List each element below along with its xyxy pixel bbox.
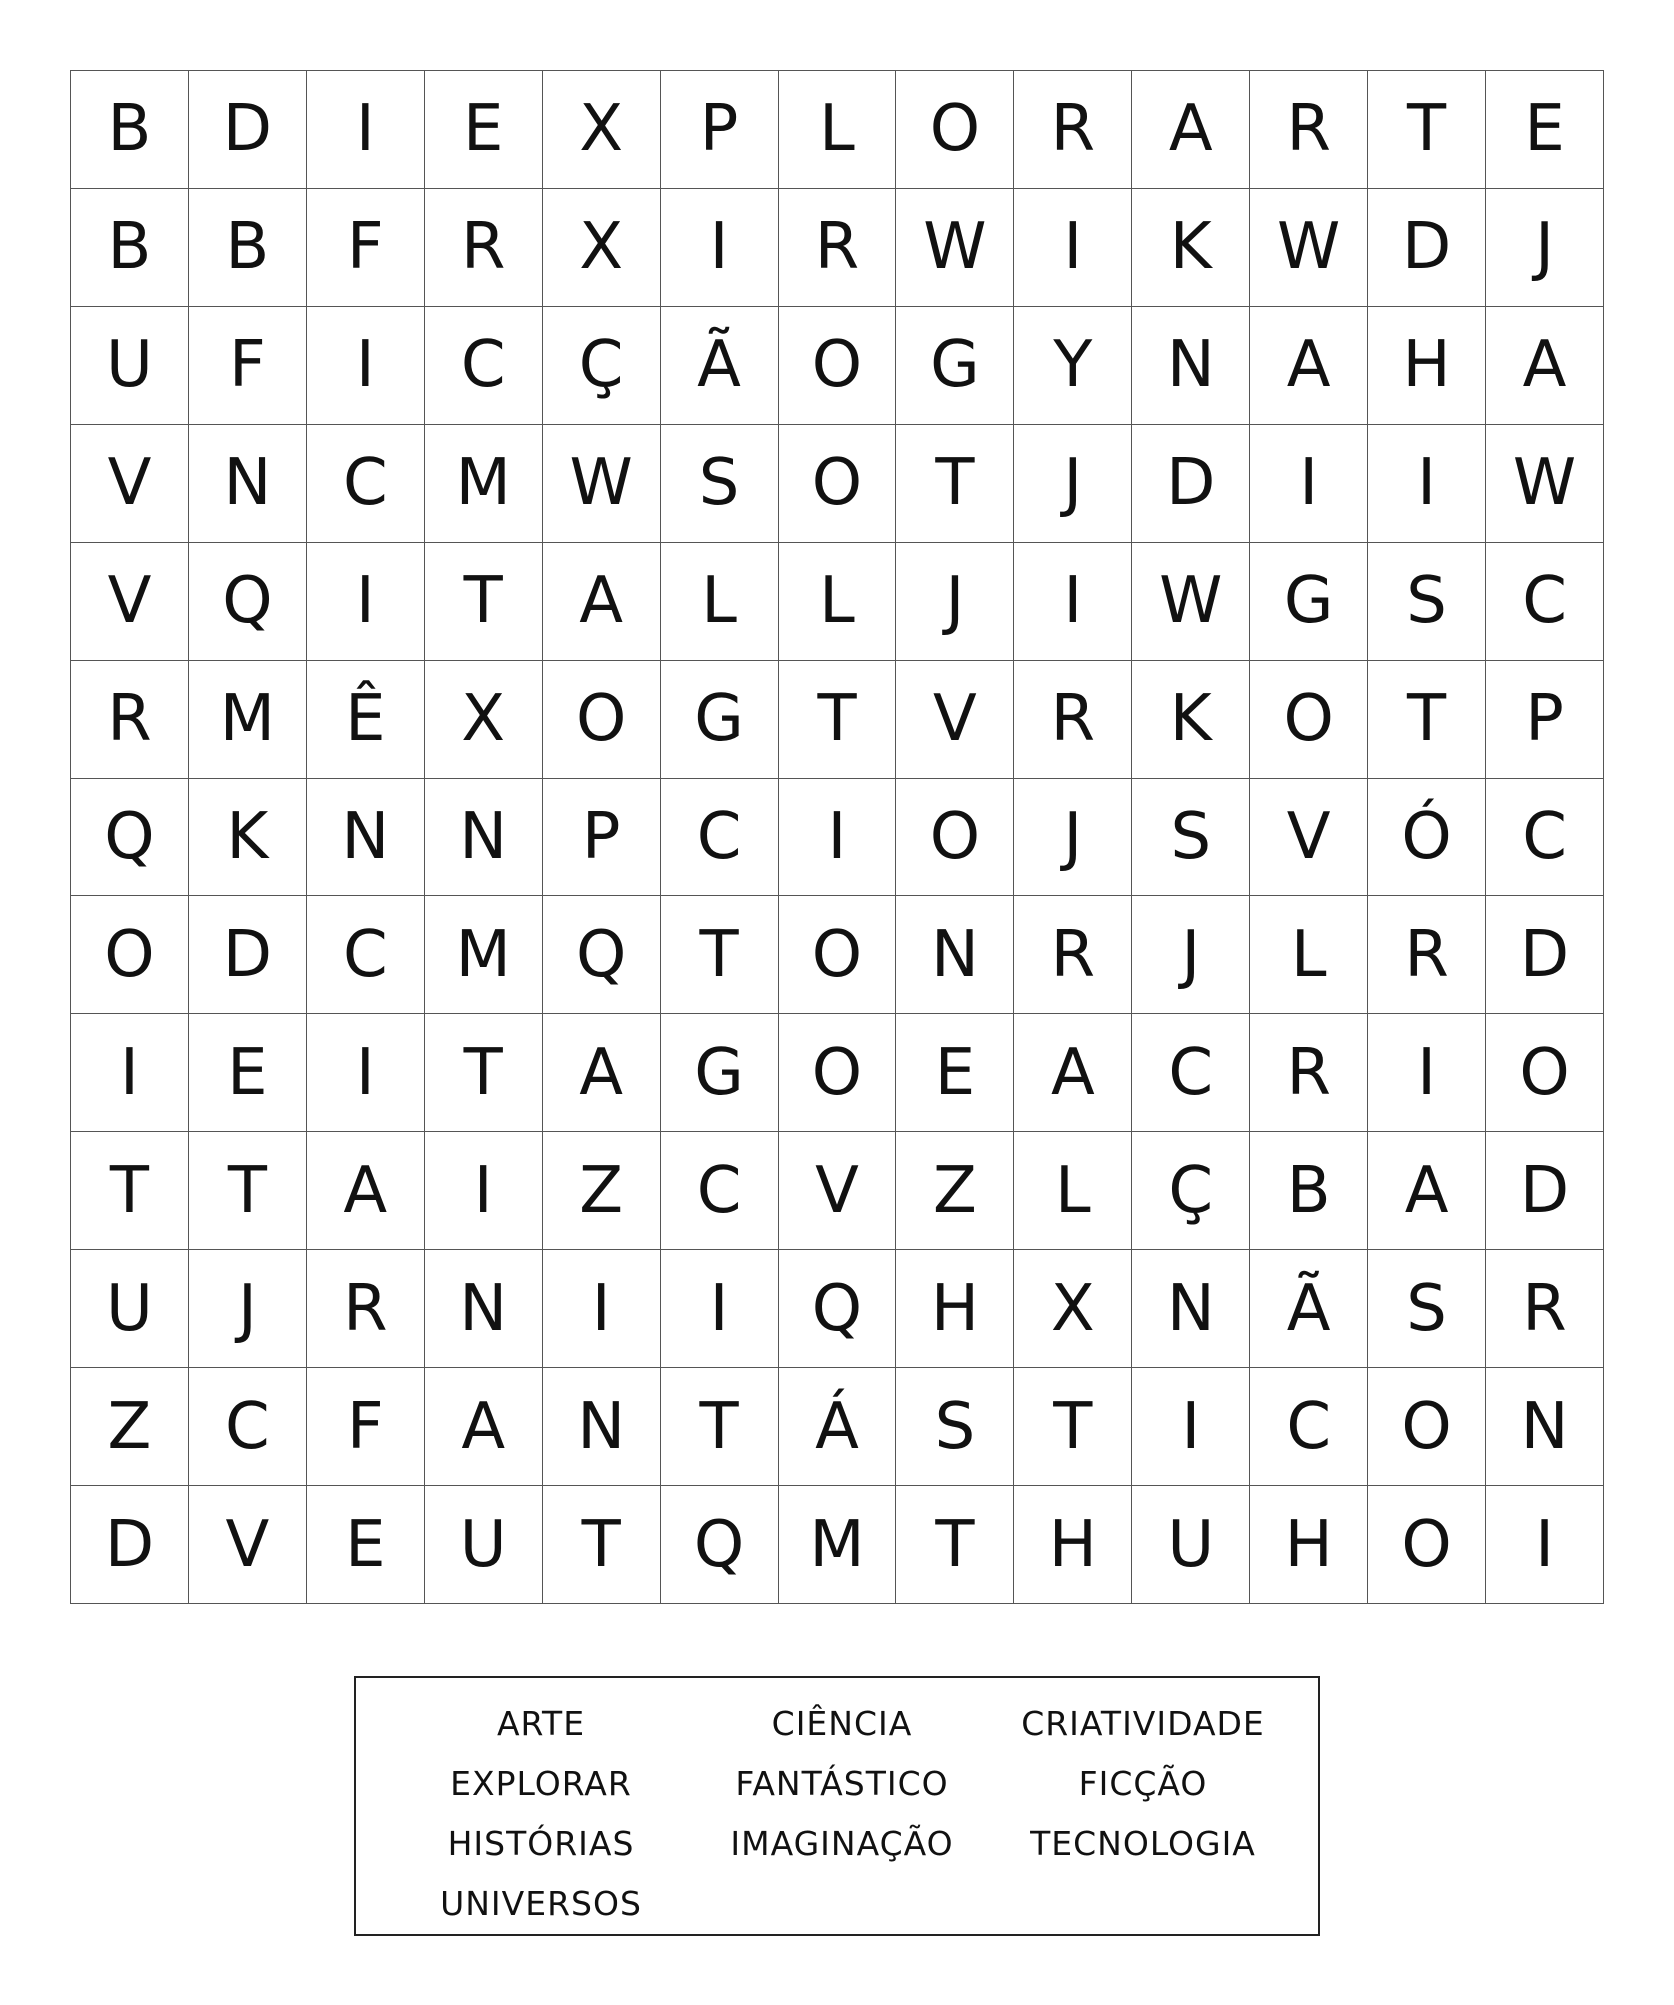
grid-cell[interactable]: P bbox=[661, 71, 779, 189]
grid-cell[interactable]: I bbox=[1250, 425, 1368, 543]
grid-cell[interactable]: T bbox=[425, 543, 543, 661]
word-column bbox=[697, 1694, 987, 1934]
grid-cell[interactable]: V bbox=[779, 1132, 897, 1250]
grid-cell[interactable]: V bbox=[189, 1486, 307, 1604]
grid-cell[interactable]: R bbox=[71, 661, 189, 779]
grid-cell[interactable]: N bbox=[896, 896, 1014, 1014]
grid-cell[interactable]: C bbox=[189, 1368, 307, 1486]
grid-cell[interactable]: Ó bbox=[1368, 779, 1486, 897]
grid-cell[interactable]: R bbox=[1250, 71, 1368, 189]
grid-cell[interactable]: B bbox=[189, 189, 307, 307]
grid-cell[interactable]: O bbox=[1368, 1486, 1486, 1604]
grid-cell[interactable]: E bbox=[189, 1014, 307, 1132]
grid-cell[interactable]: C bbox=[307, 425, 425, 543]
grid-cell[interactable]: Q bbox=[189, 543, 307, 661]
grid-cell[interactable]: I bbox=[307, 543, 425, 661]
grid-cell[interactable]: A bbox=[425, 1368, 543, 1486]
grid-cell[interactable]: T bbox=[425, 1014, 543, 1132]
grid-cell[interactable]: O bbox=[779, 307, 897, 425]
grid-cell[interactable]: Z bbox=[71, 1368, 189, 1486]
grid-cell[interactable]: J bbox=[1014, 425, 1132, 543]
grid-cell[interactable]: M bbox=[779, 1486, 897, 1604]
grid-cell[interactable]: D bbox=[189, 896, 307, 1014]
grid-cell[interactable]: C bbox=[1250, 1368, 1368, 1486]
grid-cell[interactable]: O bbox=[71, 896, 189, 1014]
grid-cell[interactable]: H bbox=[1250, 1486, 1368, 1604]
grid-cell[interactable]: D bbox=[1486, 1132, 1604, 1250]
grid-cell[interactable]: T bbox=[661, 896, 779, 1014]
grid-cell[interactable]: T bbox=[1368, 71, 1486, 189]
word-list-item: FANTÁSTICO bbox=[735, 1764, 949, 1803]
grid-cell[interactable]: A bbox=[1250, 307, 1368, 425]
grid-cell[interactable]: A bbox=[543, 543, 661, 661]
word-list-item: FICÇÃO bbox=[1078, 1764, 1208, 1803]
grid-cell[interactable]: I bbox=[307, 307, 425, 425]
grid-cell[interactable]: N bbox=[425, 779, 543, 897]
grid-cell[interactable]: R bbox=[1250, 1014, 1368, 1132]
grid-cell[interactable]: G bbox=[896, 307, 1014, 425]
grid-cell[interactable]: F bbox=[189, 307, 307, 425]
grid-cell[interactable]: I bbox=[307, 71, 425, 189]
grid-cell[interactable]: J bbox=[1014, 779, 1132, 897]
word-list-item: EXPLORAR bbox=[450, 1764, 632, 1803]
grid-cell[interactable]: O bbox=[779, 425, 897, 543]
grid-cell[interactable]: J bbox=[896, 543, 1014, 661]
grid-cell[interactable]: E bbox=[896, 1014, 1014, 1132]
grid-cell[interactable]: S bbox=[1132, 779, 1250, 897]
grid-cell[interactable]: I bbox=[425, 1132, 543, 1250]
letter-grid bbox=[70, 70, 1604, 1604]
grid-cell[interactable]: W bbox=[1132, 543, 1250, 661]
grid-cell[interactable]: W bbox=[1486, 425, 1604, 543]
grid-cell[interactable]: A bbox=[1368, 1132, 1486, 1250]
grid-cell[interactable]: A bbox=[1132, 71, 1250, 189]
grid-cell[interactable]: C bbox=[1132, 1014, 1250, 1132]
grid-cell[interactable]: M bbox=[425, 425, 543, 543]
grid-cell[interactable]: N bbox=[425, 1250, 543, 1368]
grid-cell[interactable]: P bbox=[543, 779, 661, 897]
grid-cell[interactable]: E bbox=[307, 1486, 425, 1604]
grid-cell[interactable]: D bbox=[1486, 896, 1604, 1014]
grid-cell[interactable]: T bbox=[896, 425, 1014, 543]
grid-cell[interactable]: W bbox=[896, 189, 1014, 307]
grid-cell[interactable]: K bbox=[189, 779, 307, 897]
grid-cell[interactable]: O bbox=[896, 71, 1014, 189]
grid-cell[interactable]: N bbox=[543, 1368, 661, 1486]
grid-cell[interactable]: L bbox=[779, 543, 897, 661]
grid-cell[interactable]: Ç bbox=[1132, 1132, 1250, 1250]
grid-cell[interactable]: O bbox=[779, 1014, 897, 1132]
grid-cell[interactable]: T bbox=[1014, 1368, 1132, 1486]
grid-cell[interactable]: K bbox=[1132, 661, 1250, 779]
grid-cell[interactable]: J bbox=[1132, 896, 1250, 1014]
grid-cell[interactable]: R bbox=[1486, 1250, 1604, 1368]
grid-cell[interactable]: S bbox=[661, 425, 779, 543]
grid-cell[interactable]: T bbox=[661, 1368, 779, 1486]
grid-cell[interactable]: Á bbox=[779, 1368, 897, 1486]
grid-cell[interactable]: T bbox=[896, 1486, 1014, 1604]
grid-cell[interactable]: X bbox=[543, 71, 661, 189]
grid-cell[interactable]: W bbox=[543, 425, 661, 543]
grid-cell[interactable]: N bbox=[1486, 1368, 1604, 1486]
grid-cell[interactable]: M bbox=[425, 896, 543, 1014]
grid-cell[interactable]: Ã bbox=[1250, 1250, 1368, 1368]
grid-cell[interactable]: V bbox=[1250, 779, 1368, 897]
grid-cell[interactable]: H bbox=[1014, 1486, 1132, 1604]
grid-cell[interactable]: I bbox=[1132, 1368, 1250, 1486]
grid-cell[interactable]: G bbox=[661, 1014, 779, 1132]
word-list-item: CRIATIVIDADE bbox=[1021, 1704, 1265, 1743]
grid-cell[interactable]: X bbox=[425, 661, 543, 779]
grid-cell[interactable]: J bbox=[1486, 189, 1604, 307]
grid-cell[interactable]: P bbox=[1486, 661, 1604, 779]
grid-cell[interactable]: R bbox=[425, 189, 543, 307]
grid-cell[interactable]: S bbox=[896, 1368, 1014, 1486]
grid-cell[interactable]: T bbox=[189, 1132, 307, 1250]
grid-cell[interactable]: Q bbox=[543, 896, 661, 1014]
grid-cell[interactable]: R bbox=[1014, 661, 1132, 779]
grid-cell[interactable]: Z bbox=[896, 1132, 1014, 1250]
grid-cell[interactable]: S bbox=[1368, 1250, 1486, 1368]
grid-cell[interactable]: X bbox=[543, 189, 661, 307]
grid-cell[interactable]: D bbox=[189, 71, 307, 189]
grid-cell[interactable]: D bbox=[71, 1486, 189, 1604]
grid-cell[interactable]: O bbox=[1368, 1368, 1486, 1486]
grid-cell[interactable]: D bbox=[1132, 425, 1250, 543]
grid-cell[interactable]: F bbox=[307, 1368, 425, 1486]
grid-cell[interactable]: I bbox=[71, 1014, 189, 1132]
grid-cell[interactable]: S bbox=[1368, 543, 1486, 661]
grid-cell[interactable]: R bbox=[1014, 71, 1132, 189]
grid-cell[interactable]: I bbox=[661, 189, 779, 307]
grid-cell[interactable]: N bbox=[1132, 307, 1250, 425]
grid-cell[interactable]: R bbox=[779, 189, 897, 307]
grid-cell[interactable]: N bbox=[189, 425, 307, 543]
grid-cell[interactable]: B bbox=[71, 189, 189, 307]
grid-cell[interactable]: I bbox=[543, 1250, 661, 1368]
grid-cell[interactable]: I bbox=[1486, 1486, 1604, 1604]
grid-cell[interactable]: Ç bbox=[543, 307, 661, 425]
grid-cell[interactable]: O bbox=[779, 896, 897, 1014]
word-list-item: HISTÓRIAS bbox=[447, 1824, 635, 1863]
word-list-box bbox=[354, 1676, 1320, 1936]
grid-cell[interactable]: Q bbox=[71, 779, 189, 897]
grid-cell[interactable]: O bbox=[543, 661, 661, 779]
word-list-item: ARTE bbox=[496, 1704, 586, 1743]
grid-cell[interactable]: R bbox=[307, 1250, 425, 1368]
grid-cell[interactable]: C bbox=[425, 307, 543, 425]
grid-cell[interactable]: T bbox=[543, 1486, 661, 1604]
grid-cell[interactable]: A bbox=[543, 1014, 661, 1132]
word-list-item: TECNOLOGIA bbox=[1030, 1824, 1256, 1863]
grid-cell[interactable]: C bbox=[307, 896, 425, 1014]
grid-cell[interactable]: I bbox=[779, 779, 897, 897]
grid-cell[interactable]: Q bbox=[779, 1250, 897, 1368]
grid-cell[interactable]: B bbox=[71, 71, 189, 189]
grid-cell[interactable]: W bbox=[1250, 189, 1368, 307]
grid-cell[interactable]: T bbox=[71, 1132, 189, 1250]
grid-cell[interactable]: A bbox=[1014, 1014, 1132, 1132]
grid-cell[interactable]: I bbox=[1368, 425, 1486, 543]
grid-cell[interactable]: F bbox=[307, 189, 425, 307]
grid-cell[interactable]: U bbox=[425, 1486, 543, 1604]
grid-cell[interactable]: Y bbox=[1014, 307, 1132, 425]
grid-cell[interactable]: Ê bbox=[307, 661, 425, 779]
grid-cell[interactable]: D bbox=[1368, 189, 1486, 307]
grid-cell[interactable]: I bbox=[661, 1250, 779, 1368]
grid-cell[interactable]: X bbox=[1014, 1250, 1132, 1368]
grid-cell[interactable]: T bbox=[779, 661, 897, 779]
grid-cell[interactable]: Ã bbox=[661, 307, 779, 425]
grid-cell[interactable]: I bbox=[1014, 543, 1132, 661]
grid-cell[interactable]: H bbox=[896, 1250, 1014, 1368]
grid-cell[interactable]: L bbox=[779, 71, 897, 189]
grid-cell[interactable]: V bbox=[71, 425, 189, 543]
grid-cell[interactable]: N bbox=[1132, 1250, 1250, 1368]
grid-cell[interactable]: I bbox=[307, 1014, 425, 1132]
grid-cell[interactable]: U bbox=[71, 307, 189, 425]
grid-cell[interactable]: V bbox=[71, 543, 189, 661]
grid-cell[interactable]: O bbox=[1250, 661, 1368, 779]
grid-cell[interactable]: A bbox=[307, 1132, 425, 1250]
grid-cell[interactable]: T bbox=[1368, 661, 1486, 779]
grid-cell[interactable]: I bbox=[1014, 189, 1132, 307]
grid-cell[interactable]: A bbox=[1486, 307, 1604, 425]
grid-cell[interactable]: O bbox=[1486, 1014, 1604, 1132]
word-column bbox=[998, 1694, 1288, 1934]
grid-cell[interactable]: L bbox=[1014, 1132, 1132, 1250]
grid-cell[interactable]: E bbox=[1486, 71, 1604, 189]
grid-cell[interactable]: L bbox=[1250, 896, 1368, 1014]
word-list-item: CIÊNCIA bbox=[771, 1704, 913, 1743]
grid-cell[interactable]: N bbox=[307, 779, 425, 897]
grid-cell[interactable]: R bbox=[1014, 896, 1132, 1014]
word-list-item: IMAGINAÇÃO bbox=[730, 1824, 954, 1863]
grid-cell[interactable]: J bbox=[189, 1250, 307, 1368]
grid-cell[interactable]: U bbox=[71, 1250, 189, 1368]
grid-cell[interactable]: C bbox=[1486, 779, 1604, 897]
word-list-item: UNIVERSOS bbox=[440, 1884, 642, 1923]
grid-cell[interactable]: G bbox=[661, 661, 779, 779]
grid-cell[interactable]: U bbox=[1132, 1486, 1250, 1604]
grid-cell[interactable]: C bbox=[661, 779, 779, 897]
grid-cell[interactable]: M bbox=[189, 661, 307, 779]
grid-cell[interactable]: E bbox=[425, 71, 543, 189]
grid-cell[interactable]: O bbox=[896, 779, 1014, 897]
word-column bbox=[396, 1694, 686, 1934]
grid-cell[interactable]: Z bbox=[543, 1132, 661, 1250]
grid-cell[interactable]: C bbox=[1486, 543, 1604, 661]
grid-cell[interactable]: B bbox=[1250, 1132, 1368, 1250]
grid-cell[interactable]: R bbox=[1368, 896, 1486, 1014]
grid-cell[interactable]: G bbox=[1250, 543, 1368, 661]
grid-cell[interactable]: K bbox=[1132, 189, 1250, 307]
grid-cell[interactable]: V bbox=[896, 661, 1014, 779]
grid-cell[interactable]: I bbox=[1368, 1014, 1486, 1132]
grid-cell[interactable]: C bbox=[661, 1132, 779, 1250]
grid-cell[interactable]: L bbox=[661, 543, 779, 661]
grid-cell[interactable]: H bbox=[1368, 307, 1486, 425]
grid-cell[interactable]: Q bbox=[661, 1486, 779, 1604]
